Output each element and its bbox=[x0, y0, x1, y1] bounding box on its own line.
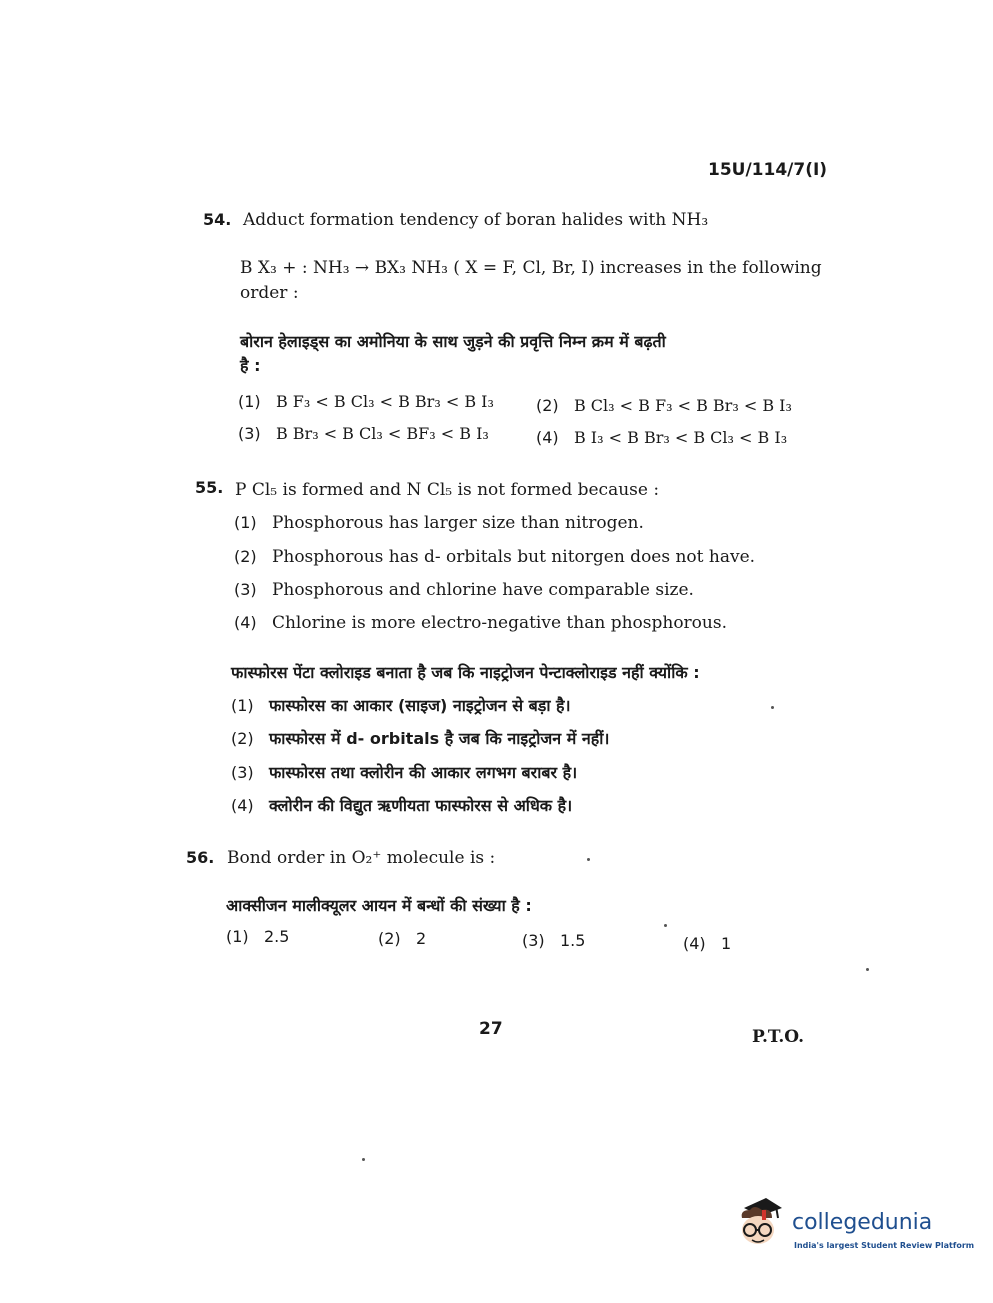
option-text: Phosphorous and chlorine have comparable size. bbox=[271, 580, 694, 600]
option-number: (2) bbox=[536, 396, 559, 415]
option-number: (3) bbox=[522, 931, 545, 950]
question-number: 56. bbox=[186, 848, 215, 867]
option-1[interactable] bbox=[226, 927, 289, 946]
student-mascot-icon bbox=[732, 1196, 788, 1256]
page-number: 27 bbox=[479, 1019, 503, 1039]
option-text: 2 bbox=[415, 929, 427, 948]
option-number: (1) bbox=[238, 392, 261, 411]
question-hindi: आक्सीजन मालीक्यूलर आयन में बन्धों की संख्या है : bbox=[226, 896, 532, 915]
option-number: (2) bbox=[378, 929, 401, 948]
option-text: Phosphorous has larger size than nitrogen. bbox=[271, 513, 644, 533]
question-text: Adduct formation tendency of boran halides with NH₃ bbox=[243, 210, 709, 230]
option-number: (4) bbox=[536, 428, 559, 447]
option-en-1[interactable] bbox=[234, 513, 644, 533]
brand-tagline: India's largest Student Review Platform bbox=[794, 1241, 975, 1250]
option-number: (3) bbox=[231, 763, 254, 782]
pto-label: P.T.O. bbox=[752, 1027, 804, 1047]
option-1[interactable] bbox=[238, 392, 494, 411]
option-text: B Br₃ < B Cl₃ < BF₃ < B I₃ bbox=[275, 424, 489, 443]
option-text: B Cl₃ < B F₃ < B Br₃ < B I₃ bbox=[573, 396, 792, 415]
option-4[interactable] bbox=[683, 934, 731, 953]
option-3[interactable] bbox=[522, 931, 585, 950]
question-reaction-cont: order : bbox=[240, 283, 299, 303]
option-text: 2.5 bbox=[263, 927, 290, 946]
scan-speck bbox=[362, 1158, 365, 1161]
option-hi-3[interactable] bbox=[231, 761, 577, 783]
option-2[interactable] bbox=[536, 396, 792, 415]
option-text: फास्फोरस में d- orbitals है जब कि नाइट्रोजन में नहीं। bbox=[268, 729, 610, 748]
question-hindi: फास्फोरस पेंटा क्लोराइड बनाता है जब कि नाइट्रोजन पेन्टाक्लोराइड नहीं क्योंकि : bbox=[231, 663, 700, 682]
option-number: (3) bbox=[238, 424, 261, 443]
scan-speck bbox=[587, 858, 590, 861]
option-2[interactable] bbox=[378, 929, 426, 948]
question-number: 54. bbox=[203, 210, 232, 229]
option-text: क्लोरीन की विद्युत ऋणीयता फास्फोरस से अधिक है। bbox=[268, 796, 573, 815]
option-number: (1) bbox=[231, 696, 254, 715]
question-reaction: B X₃ + : NH₃ → BX₃ NH₃ ( X = F, Cl, Br, I) increases in the following bbox=[240, 258, 822, 278]
option-number: (1) bbox=[234, 513, 257, 532]
option-4[interactable] bbox=[536, 428, 787, 447]
option-hi-4[interactable] bbox=[231, 794, 572, 816]
option-en-4[interactable] bbox=[234, 613, 727, 633]
question-text: Bond order in O₂⁺ molecule is : bbox=[227, 848, 496, 868]
option-number: (4) bbox=[231, 796, 254, 815]
option-text: 1 bbox=[720, 934, 732, 953]
option-number: (4) bbox=[683, 934, 706, 953]
question-text: P Cl₅ is formed and N Cl₅ is not formed because : bbox=[235, 480, 660, 500]
option-hi-1[interactable] bbox=[231, 694, 571, 716]
option-text: फास्फोरस तथा क्लोरीन की आकार लगभग बराबर है। bbox=[268, 763, 578, 782]
question-hindi-cont: है : bbox=[240, 356, 261, 375]
option-text: B F₃ < B Cl₃ < B Br₃ < B I₃ bbox=[275, 392, 494, 411]
option-text: फास्फोरस का आकार (साइज) नाइट्रोजन से बड़ा है। bbox=[268, 696, 571, 715]
option-text: Chlorine is more electro-negative than phosphorous. bbox=[271, 613, 727, 633]
paper-code: 15U/114/7(I) bbox=[708, 160, 828, 180]
option-number: (3) bbox=[234, 580, 257, 599]
option-number: (4) bbox=[234, 613, 257, 632]
option-number: (1) bbox=[226, 927, 249, 946]
option-text: Phosphorous has d- orbitals but nitorgen does not have. bbox=[271, 547, 756, 567]
scan-speck bbox=[664, 924, 667, 927]
option-text: 1.5 bbox=[559, 931, 586, 950]
option-en-3[interactable] bbox=[234, 580, 694, 600]
option-number: (2) bbox=[231, 729, 254, 748]
option-text: B I₃ < B Br₃ < B Cl₃ < B I₃ bbox=[573, 428, 788, 447]
option-en-2[interactable] bbox=[234, 547, 755, 567]
option-hi-2[interactable] bbox=[231, 727, 609, 749]
scan-speck bbox=[866, 968, 869, 971]
option-number: (2) bbox=[234, 547, 257, 566]
collegedunia-watermark bbox=[732, 1196, 975, 1266]
brand-name: collegedunia bbox=[792, 1210, 933, 1235]
scan-speck bbox=[771, 706, 774, 709]
question-number: 55. bbox=[195, 478, 224, 497]
option-3[interactable] bbox=[238, 424, 489, 443]
question-hindi: बोरान हेलाइड्स का अमोनिया के साथ जुड़ने की प्रवृत्ति निम्न क्रम में बढ़ती bbox=[240, 332, 666, 351]
